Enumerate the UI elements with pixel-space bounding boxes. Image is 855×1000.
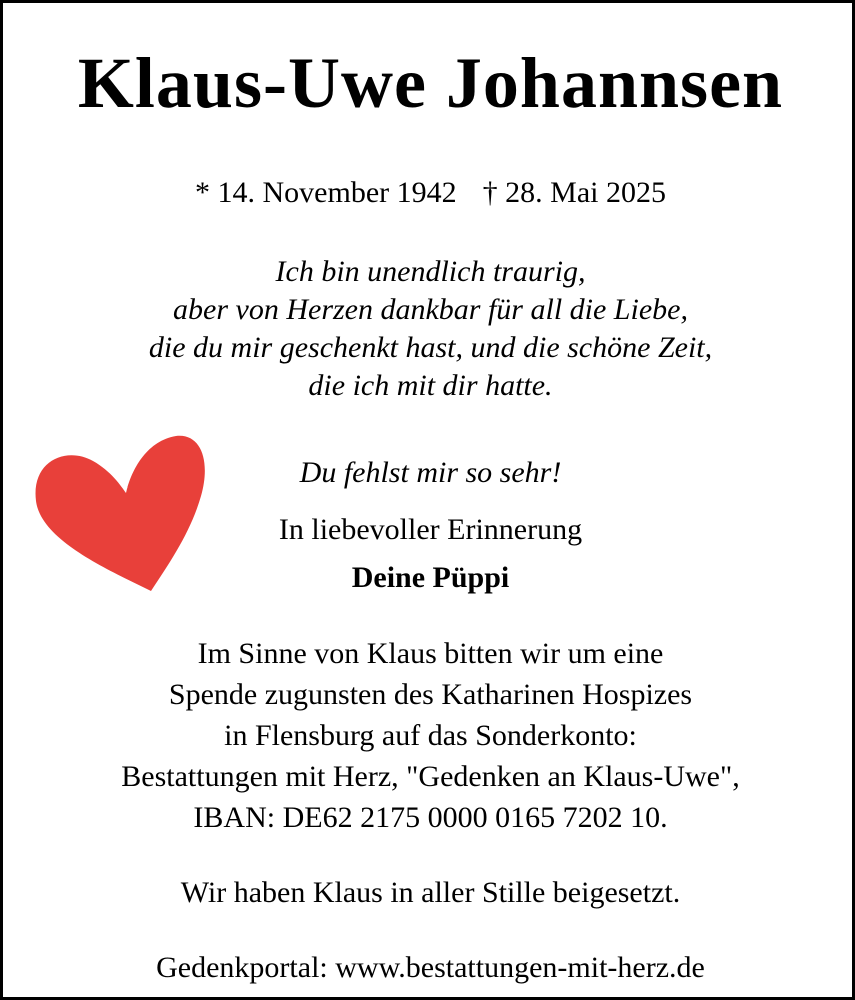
donation-line: Im Sinne von Klaus bitten wir um eine — [197, 637, 664, 670]
poem-line: aber von Herzen dankbar für all die Liebe, — [173, 293, 688, 326]
poem-line: Ich bin unendlich traurig, — [275, 255, 586, 288]
burial-note: Wir haben Klaus in aller Stille beigesetzt. — [180, 876, 681, 909]
portal-link[interactable]: Gedenkportal: www.bestattungen-mit-herz.de — [156, 951, 705, 984]
miss-line: Du fehlst mir so sehr! — [299, 456, 562, 489]
life-dates — [3, 178, 855, 208]
poem-line: die du mir geschenkt hast, und die schöne Zeit, — [148, 331, 713, 364]
deceased-name: Klaus-Uwe Johannsen — [77, 43, 784, 123]
iban-line: IBAN: DE62 2175 0000 0165 7202 10. — [193, 801, 668, 834]
memory-line: In liebevoller Erinnerung — [278, 513, 583, 546]
birth-date: * 14. November 1942 — [195, 176, 457, 209]
donation-line: Spende zugunsten des Katharinen Hospizes — [168, 678, 693, 711]
death-date: † 28. Mai 2025 — [482, 176, 666, 209]
signature: Deine Püppi — [351, 561, 510, 594]
donation-line: in Flensburg auf das Sonderkonto: — [224, 719, 637, 752]
poem-line: die ich mit dir hatte. — [308, 369, 553, 402]
donation-line: Bestattungen mit Herz, "Gedenken an Klaus-Uwe", — [121, 760, 740, 793]
